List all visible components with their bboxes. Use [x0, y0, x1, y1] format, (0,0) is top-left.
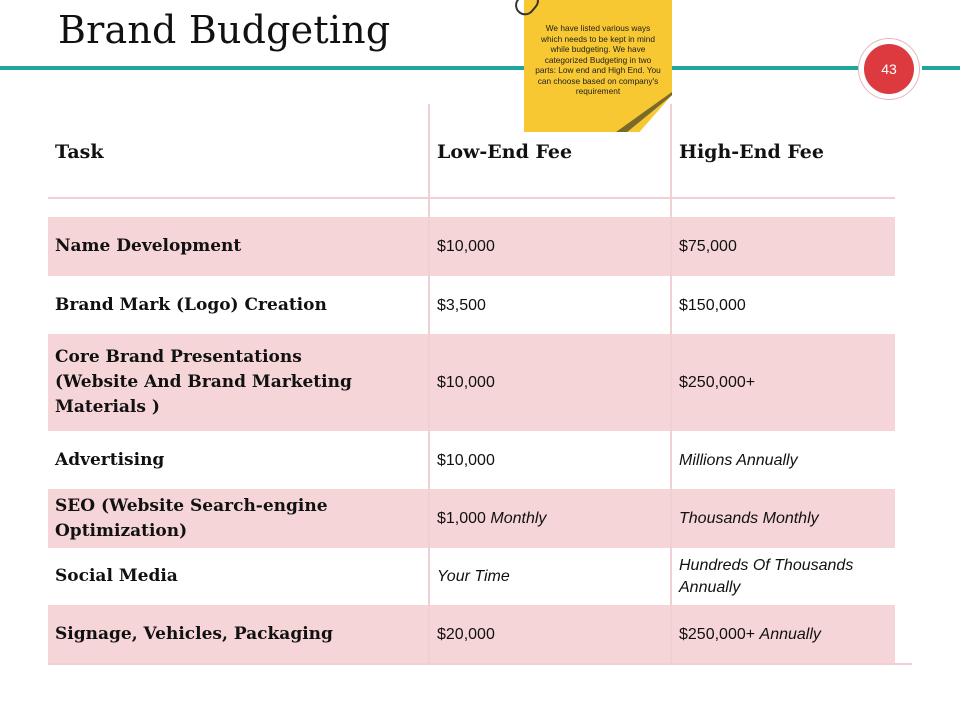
- header-rule-left: [0, 66, 858, 70]
- row-high-fee: Hundreds Of Thousands Annually: [679, 556, 854, 596]
- table-row: [48, 605, 895, 664]
- column-divider: [670, 104, 672, 664]
- row-high-fee: Thousands Monthly: [679, 510, 819, 527]
- header-low-end: [429, 104, 671, 200]
- row-task: SEO (Website Search-engine Optimization): [55, 495, 328, 541]
- row-high-fee: $250,000+: [679, 374, 756, 391]
- row-low-fee: $3,500: [437, 296, 486, 314]
- header-task-label: Task: [55, 141, 104, 163]
- column-divider: [428, 104, 430, 664]
- header-rule-right: [922, 66, 960, 70]
- row-low-fee: $20,000: [437, 626, 495, 643]
- row-task: Social Media: [55, 566, 178, 586]
- table-bottom-rule: [48, 663, 912, 665]
- table-header-row: [48, 104, 895, 200]
- header-high-end-label: High-End Fee: [679, 141, 824, 163]
- row-task: Core Brand Presentations (Website And Brand Marketing Materials ): [55, 347, 352, 417]
- sticky-note-text: We have listed various ways which needs to be kept in mind while budgeting. We have categorized Budgeting in two parts: Low end and High End. You can choose based on company's requirement: [535, 23, 661, 96]
- row-task: Signage, Vehicles, Packaging: [55, 624, 333, 644]
- row-high-fee: $150,000: [679, 296, 746, 314]
- header-low-end-label: Low-End Fee: [437, 141, 573, 163]
- table-row: [48, 489, 895, 548]
- row-task: Brand Mark (Logo) Creation: [55, 294, 327, 315]
- table-row: [48, 431, 895, 489]
- row-low-fee: $10,000: [437, 451, 495, 469]
- row-task: Name Development: [55, 236, 242, 256]
- page-number-badge: [858, 38, 920, 100]
- row-task: Advertising: [55, 449, 165, 470]
- row-low-fee: Your Time: [437, 568, 510, 585]
- page-number: 43: [864, 44, 914, 94]
- table-row: [48, 548, 895, 605]
- row-high-fee: $250,000+ Annually: [679, 626, 821, 643]
- table-row: [48, 217, 895, 276]
- header-high-end: [671, 104, 895, 200]
- row-low-fee: $10,000: [437, 238, 495, 255]
- table-row: [48, 276, 895, 334]
- row-high-fee: $75,000: [679, 238, 737, 255]
- header-task: [48, 104, 429, 200]
- slide-title: Brand Budgeting: [58, 8, 391, 52]
- header-divider: [48, 197, 895, 199]
- row-low-fee: $10,000: [437, 374, 495, 391]
- table-row: [48, 334, 895, 431]
- row-high-fee: Millions Annually: [679, 451, 798, 469]
- row-low-fee: $1,000 Monthly: [437, 510, 547, 527]
